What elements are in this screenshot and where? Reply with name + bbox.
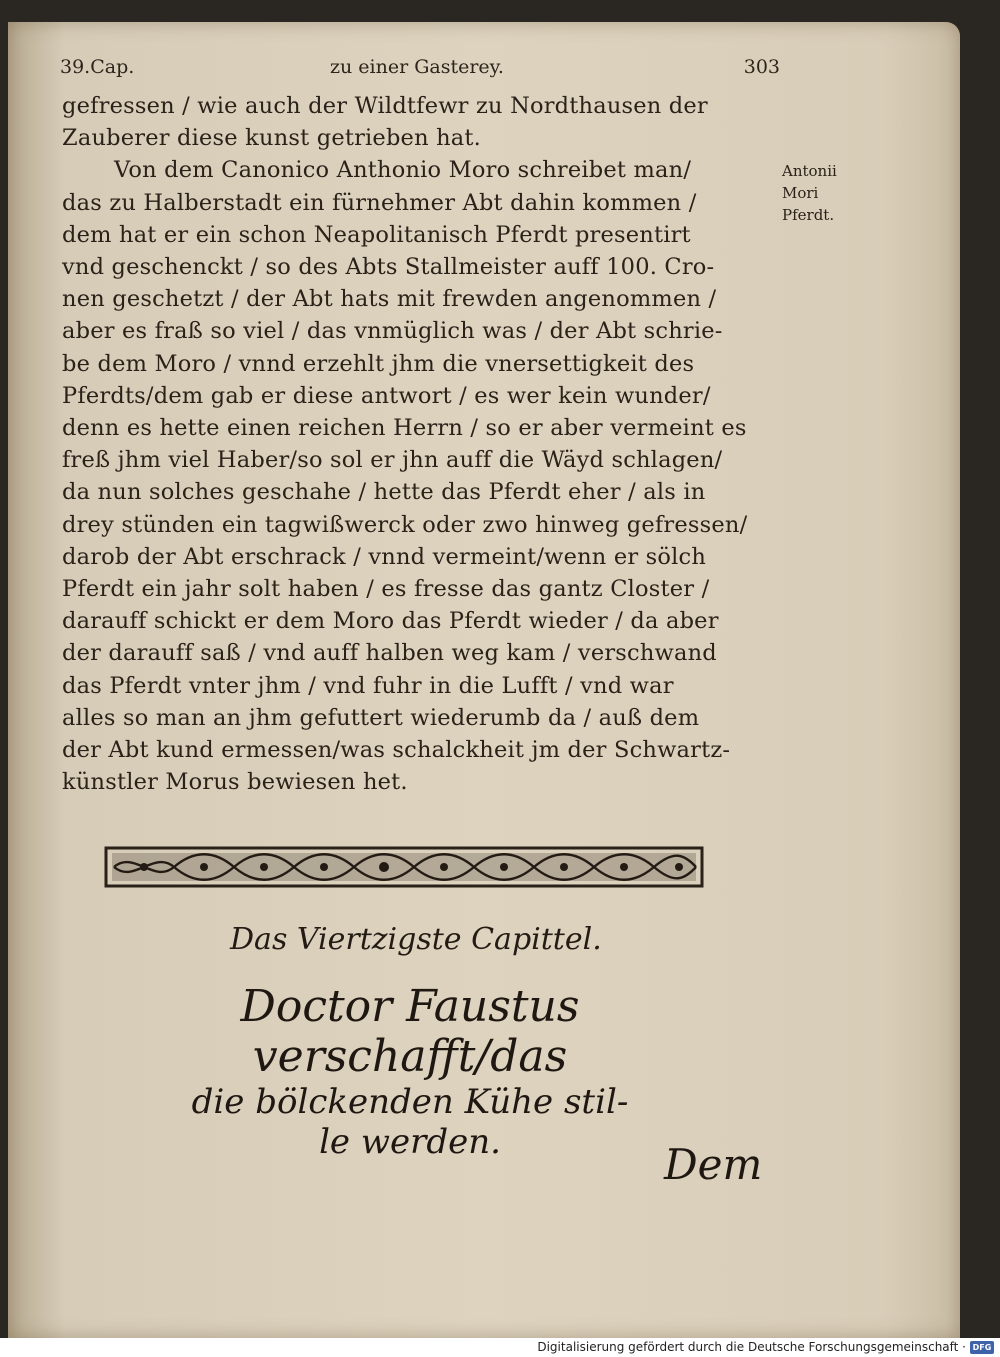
text-line: dem hat er ein schon Neapolitanisch Pferdt presentirt: [62, 221, 691, 248]
body-text: [62, 90, 772, 798]
marginal-note-line: Pferdt.: [782, 206, 835, 224]
heading-line: Doctor Faustus verschafft/das: [240, 981, 580, 1082]
chapter-number: 39.Cap.: [60, 56, 135, 78]
heading-line: die bölckenden Kühe stil-: [191, 1082, 629, 1122]
chapter-title: Das Viertzigste Capittel.: [230, 922, 602, 957]
text-line: gefressen / wie auch der Wildtfewr zu Nordthausen der: [62, 93, 708, 119]
text-line: darob der Abt erschrack / vnnd vermeint/wenn er sölch: [62, 543, 707, 570]
text-line: alles so man an jhm gefuttert wiederumb da / auß dem: [62, 704, 700, 731]
text-line: freß jhm viel Haber/so sol er jhn auff die Wäyd schlagen/: [62, 447, 723, 474]
digitization-footer: [0, 1338, 1000, 1357]
funding-credit: Digitalisierung gefördert durch die Deutsche Forschungsgemeinschaft ·: [537, 1340, 966, 1354]
text-line: künstler Morus bewiesen het.: [62, 769, 408, 796]
dfg-logo-icon: DFG: [970, 1341, 994, 1354]
text-line: denn es hette einen reichen Herrn / so er aber vermeint es: [62, 415, 747, 442]
text-line: Pferdts/dem gab er diese antwort / es wer kein wunder/: [62, 382, 711, 409]
text-line: das Pferdt vnter jhm / vnd fuhr in die Lufft / vnd war: [62, 672, 674, 699]
text-line: Von dem Canonico Anthonio Moro schreibet man/: [114, 157, 692, 184]
text-line: darauff schickt er dem Moro das Pferdt wieder / da aber: [62, 608, 719, 635]
chapter-heading: [150, 982, 670, 1162]
running-head: [60, 56, 780, 86]
text-line: nen geschetzt / der Abt hats mit frewden angenommen /: [62, 286, 717, 313]
text-line: da nun solches geschahe / hette das Pferdt eher / als in: [62, 479, 706, 506]
marginal-note: [782, 160, 862, 226]
marginal-note-line: Antonii: [782, 162, 837, 180]
text-line: aber es fraß so viel / das vnmüglich was / der Abt schrie-: [62, 318, 723, 345]
text-line: der darauff saß / vnd auff halben weg kam / verschwand: [62, 640, 717, 667]
marginal-note-line: Mori: [782, 184, 819, 202]
text-line: drey stünden ein tagwißwerck oder zwo hinweg gefressen/: [62, 511, 748, 538]
text-line: vnd geschenckt / so des Abts Stallmeister auff 100. Cro-: [62, 254, 715, 281]
running-title: zu einer Gasterey.: [330, 56, 504, 78]
text-line: das zu Halberstadt ein fürnehmer Abt dahin kommen /: [62, 189, 697, 216]
text-line: Pferdt ein jahr solt haben / es fresse das gantz Closter /: [62, 576, 710, 603]
text-line: Zauberer diese kunst getrieben hat.: [62, 125, 482, 152]
heading-line: le werden.: [319, 1122, 501, 1162]
text-line: der Abt kund ermessen/was schalckheit jm der Schwartz-: [62, 737, 731, 764]
catchword: Dem: [664, 1140, 763, 1189]
ornament-band: [104, 842, 704, 892]
text-line: be dem Moro / vnnd erzehlt jhm die vnersettigkeit des: [62, 350, 695, 377]
page-number: 303: [743, 56, 780, 78]
